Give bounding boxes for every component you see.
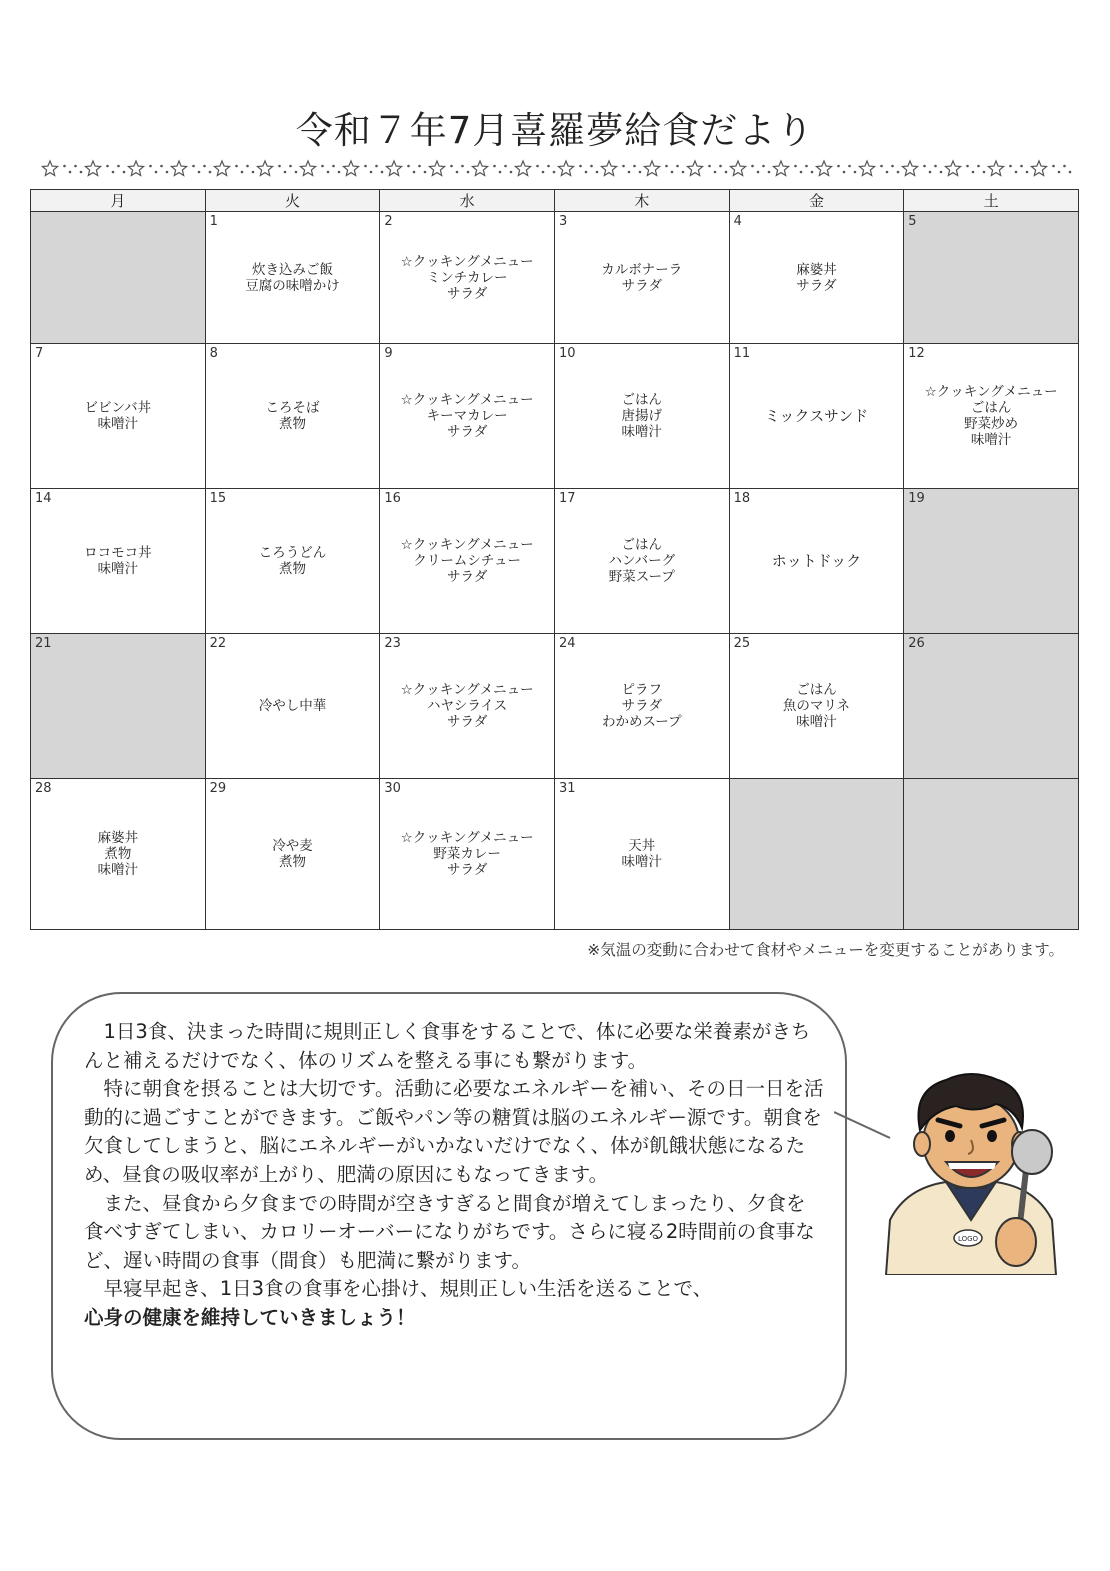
dot-decoration [628,171,631,174]
dot-decoration [289,165,292,168]
dot-decoration [837,165,840,168]
menu-item: サラダ [446,569,488,585]
menu-item: サラダ [446,285,488,302]
day-number: 23 [384,636,401,651]
weekday-label: 火 [205,190,380,212]
dot-decoration [719,165,722,168]
dot-decoration [848,165,851,168]
star-border-decoration [36,158,1076,182]
dot-decoration [461,165,464,168]
menu-item: ピラフ [621,682,663,698]
dot-decoration [235,165,238,168]
page-title: 令和７年7月喜羅夢給食だより [295,109,815,152]
calendar-day-cell [380,489,555,634]
star-icon [1031,161,1046,176]
day-number: 16 [384,491,401,506]
star-icon [859,161,874,176]
calendar-day-cell [31,344,206,489]
dot-decoration [246,165,249,168]
dot-decoration [547,165,550,168]
menu-item: 煮物 [278,854,306,870]
calendar-day-cell [729,344,904,489]
star-icon [988,161,1003,176]
calendar-day-cell [380,212,555,344]
dot-decoration [493,165,496,168]
menu-item: ハヤシライス [426,698,508,714]
menu-item: 麻婆丼 [97,830,139,846]
dot-decoration [321,165,324,168]
weekday-label: 土 [904,190,1079,212]
dot-decoration [192,165,195,168]
menu-items [730,682,904,730]
calendar-week-row [31,212,1079,344]
menu-item: サラダ [621,698,662,714]
calendar-day-cell [205,212,380,344]
dot-decoration [160,165,163,168]
dot-decoration [467,171,470,174]
menu-items [555,682,729,730]
star-icon [515,161,530,176]
menu-items [555,838,729,870]
dot-decoration [665,165,668,168]
menu-item: ☆クッキングメニュー [924,384,1058,400]
star-icon [300,161,315,176]
menu-item: 野菜カレー [433,846,501,862]
dot-decoration [972,171,975,174]
dot-decoration [923,165,926,168]
menu-item: ミックスサンド [764,407,869,425]
menu-item: 煮物 [104,846,132,862]
dot-decoration [553,171,556,174]
health-message [84,1018,824,1333]
menu-item: 炊き込みご飯 [251,261,333,278]
menu-item: 味噌汁 [97,561,139,577]
star-icon [472,161,487,176]
dot-decoration [203,165,206,168]
day-number: 9 [384,346,393,361]
day-number: 29 [209,781,227,796]
dot-decoration [891,165,894,168]
menu-item: 冷や麦 [272,838,313,854]
dot-decoration [1015,171,1018,174]
day-number: 22 [209,636,227,651]
day-number: 25 [733,636,751,651]
menu-item: 野菜スープ [608,569,675,585]
menu-item: ホットドック [771,552,862,570]
dot-decoration [585,171,588,174]
menu-change-note: ※気温の変動に合わせて食材やメニューを変更することがあります。 [587,941,1064,959]
star-icon [171,161,186,176]
menu-item: 味噌汁 [970,432,1012,448]
dot-decoration [1020,165,1023,168]
day-number: 19 [908,491,925,506]
chef-illustration [876,1070,1066,1275]
message-paragraph: 早寝早起き、1日3食の食事を心掛け、規則正しい生活を送ることで、 [103,1277,713,1301]
dot-decoration [295,171,298,174]
dot-decoration [805,165,808,168]
day-number: 1 [209,214,218,229]
dot-decoration [751,165,754,168]
dot-decoration [633,165,636,168]
dot-decoration [198,171,201,174]
day-number: 24 [558,636,576,651]
menu-items [555,392,729,440]
calendar-week-row [31,779,1079,930]
weekday-label: 水 [380,190,555,212]
calendar-day-cell [205,489,380,634]
calendar-day-cell [554,779,729,930]
star-icon [429,161,444,176]
calendar-day-cell [205,344,380,489]
dot-decoration [450,165,453,168]
dot-decoration [149,165,152,168]
dot-decoration [424,171,427,174]
menu-items [555,262,729,294]
calendar-day-cell [729,212,904,344]
calendar-day-closed [904,634,1079,779]
dot-decoration [1009,165,1012,168]
dot-decoration [1069,171,1072,174]
menu-item: 唐揚げ [621,408,663,424]
menu-item: ☆クッキングメニュー [400,682,534,698]
menu-items [555,537,729,585]
calendar-day-cell [904,344,1079,489]
dot-decoration [74,165,77,168]
dot-decoration [1058,171,1061,174]
star-icon [644,161,659,176]
menu-item: カルボナーラ [601,261,683,278]
menu-calendar [30,189,1079,930]
dot-decoration [209,171,212,174]
day-number: 18 [733,491,751,506]
day-number: 12 [908,346,925,361]
day-number: 5 [908,214,917,229]
menu-item: 魚のマリネ [782,698,851,714]
star-icon [601,161,616,176]
menu-items [206,698,380,714]
dot-decoration [413,171,416,174]
calendar-week-row [31,634,1079,779]
dot-decoration [983,171,986,174]
dot-decoration [590,165,593,168]
dot-decoration [676,165,679,168]
menu-item: ころうどん [258,545,327,561]
dot-decoration [364,165,367,168]
menu-items [31,545,205,577]
menu-item: 煮物 [278,416,306,432]
day-number: 3 [558,214,568,229]
menu-item: ☆クッキングメニュー [400,253,534,270]
day-number: 28 [35,781,52,796]
day-number: 8 [209,346,218,361]
menu-item: サラダ [446,714,488,730]
calendar-day-cell [205,634,380,779]
calendar-day-cell [380,344,555,489]
dot-decoration [418,165,421,168]
menu-item: 味噌汁 [621,854,663,870]
menu-item: サラダ [796,277,837,294]
menu-item: ☆クッキングメニュー [400,537,534,553]
dot-decoration [579,165,582,168]
dot-decoration [375,165,378,168]
menu-items [206,838,380,870]
dot-decoration [966,165,969,168]
calendar-day-cell [31,779,206,930]
star-icon [687,161,702,176]
day-number: 11 [733,346,751,361]
calendar-day-cell [554,212,729,344]
star-icon [902,161,917,176]
menu-items [380,392,554,440]
day-number: 15 [209,491,227,506]
dot-decoration [880,165,883,168]
dot-decoration [897,171,900,174]
dot-decoration [940,171,943,174]
dot-decoration [768,171,771,174]
star-icon [730,161,745,176]
menu-item: 冷やし中華 [258,698,327,714]
dot-decoration [886,171,889,174]
menu-item: ごはん [621,392,663,408]
dot-decoration [504,165,507,168]
dot-decoration [381,171,384,174]
dot-decoration [1052,165,1055,168]
dot-decoration [671,171,674,174]
dot-decoration [622,165,625,168]
day-number: 2 [384,214,393,229]
menu-item: 煮物 [278,561,306,577]
dot-decoration [407,165,410,168]
dot-decoration [63,165,66,168]
dot-decoration [929,171,932,174]
menu-items [904,384,1078,448]
dot-decoration [69,171,72,174]
calendar-day-cell [205,779,380,930]
calendar-day-closed [31,212,206,344]
day-number: 4 [733,214,742,229]
dot-decoration [1026,171,1029,174]
menu-item: ころそば [265,400,320,416]
star-icon [214,161,229,176]
day-number: 26 [908,636,925,651]
menu-items [206,262,380,294]
calendar-day-closed [31,634,206,779]
dot-decoration [725,171,728,174]
dot-decoration [854,171,857,174]
menu-items [730,553,904,569]
calendar-day-cell [554,489,729,634]
dot-decoration [117,165,120,168]
menu-items [206,545,380,577]
menu-items [380,830,554,878]
calendar-week-row [31,489,1079,634]
dot-decoration [811,171,814,174]
menu-items [380,537,554,585]
calendar-day-cell [380,779,555,930]
calendar-day-cell [729,489,904,634]
menu-item: わかめスープ [601,714,682,730]
star-icon [386,161,401,176]
star-icon [257,161,272,176]
calendar-week-row [31,344,1079,489]
dot-decoration [112,171,115,174]
menu-item: 味噌汁 [97,416,139,432]
dot-decoration [639,171,642,174]
menu-items [380,682,554,730]
star-icon [42,161,57,176]
day-number: 14 [35,491,52,506]
star-icon [773,161,788,176]
dot-decoration [596,171,599,174]
calendar-day-cell [554,344,729,489]
star-icon [85,161,100,176]
dot-decoration [757,171,760,174]
dot-decoration [106,165,109,168]
message-paragraph: また、昼食から夕食までの時間が空きすぎると間食が増えてしまったり、夕食を食べすぎてしまい、カロリーオーバーになりがちです。さらに寝る2時間前の食事など、遅い時間の食事（間食）も肥満に繋がります。 [84,1191,815,1272]
message-closing: 心身の健康を維持していきましょう！ [84,1305,416,1329]
menu-item: サラダ [446,424,488,440]
dot-decoration [252,171,255,174]
dot-decoration [370,171,373,174]
dot-decoration [327,171,330,174]
menu-item: ミンチカレー [426,269,508,286]
dot-decoration [934,165,937,168]
star-icon [945,161,960,176]
menu-item: 豆腐の味噌かけ [245,277,340,294]
menu-item: クリームシチュー [413,553,521,569]
dot-decoration [278,165,281,168]
calendar-day-closed [904,489,1079,634]
menu-item: ☆クッキングメニュー [400,392,534,408]
menu-item: サラダ [446,862,488,878]
dot-decoration [714,171,717,174]
menu-item: ☆クッキングメニュー [400,830,534,846]
calendar-day-cell [380,634,555,779]
dot-decoration [332,165,335,168]
menu-items [31,830,205,878]
dot-decoration [499,171,502,174]
dot-decoration [708,165,711,168]
menu-items [730,262,904,294]
dot-decoration [977,165,980,168]
dot-decoration [284,171,287,174]
day-number: 31 [558,781,576,796]
star-icon [128,161,143,176]
menu-items [206,400,380,432]
weekday-label: 木 [554,190,729,212]
weekday-header [31,190,1079,212]
day-number: 30 [384,781,401,796]
dot-decoration [536,165,539,168]
dot-decoration [843,171,846,174]
calendar-day-closed [904,779,1079,930]
dot-decoration [456,171,459,174]
menu-item: 天丼 [628,838,656,854]
dot-decoration [80,171,83,174]
menu-item: 野菜炒め [964,416,1019,432]
dot-decoration [123,171,126,174]
dot-decoration [542,171,545,174]
calendar-day-closed [729,779,904,930]
dot-decoration [1063,165,1066,168]
dot-decoration [241,171,244,174]
dot-decoration [762,165,765,168]
menu-item: ロコモコ丼 [84,545,152,561]
menu-item: サラダ [621,277,662,294]
menu-items [730,408,904,424]
weekday-label: 金 [729,190,904,212]
dot-decoration [166,171,169,174]
menu-item: キーマカレー [426,408,508,424]
menu-item: ごはん [796,682,837,698]
dot-decoration [338,171,341,174]
menu-item: 味噌汁 [97,862,139,878]
calendar-day-cell [31,489,206,634]
menu-items [380,254,554,302]
menu-item: 味噌汁 [621,424,663,440]
dot-decoration [510,171,513,174]
dot-decoration [800,171,803,174]
calendar-day-closed [904,212,1079,344]
calendar-day-cell [729,634,904,779]
menu-item: 味噌汁 [796,714,837,730]
message-paragraph: 1日3食、決まった時間に規則正しく食事をすることで、体に必要な栄養素がきちんと補えるだけでなく、体のリズムを整える事にも繋がります。 [84,1020,811,1072]
menu-item: ごはん [621,537,663,553]
day-number: 10 [558,346,576,361]
menu-items [31,400,205,432]
menu-item: 麻婆丼 [796,261,837,278]
day-number: 17 [558,491,576,506]
star-icon [558,161,573,176]
dot-decoration [682,171,685,174]
star-icon [816,161,831,176]
dot-decoration [155,171,158,174]
weekday-label: 月 [31,190,206,212]
dot-decoration [794,165,797,168]
day-number: 21 [35,636,52,651]
star-icon [343,161,358,176]
day-number: 7 [35,346,44,361]
menu-item: ごはん [970,400,1012,416]
menu-item: ビビンバ丼 [84,400,152,416]
message-paragraph: 特に朝食を摂ることは大切です。活動に必要なエネルギーを補い、その日一日を活動的に過ごすことができます。ご飯やパン等の糖質は脳のエネルギー源です。朝食を欠食してしまうと、脳にエネルギーがいかないだけでなく、体が飢餓状態になるため、昼食の吸収率が上がり、肥満の原因にもなってきます。 [84,1077,824,1186]
menu-item: ハンバーグ [608,553,676,569]
chef-badge-text: LOGO [957,1235,979,1243]
calendar-day-cell [554,634,729,779]
